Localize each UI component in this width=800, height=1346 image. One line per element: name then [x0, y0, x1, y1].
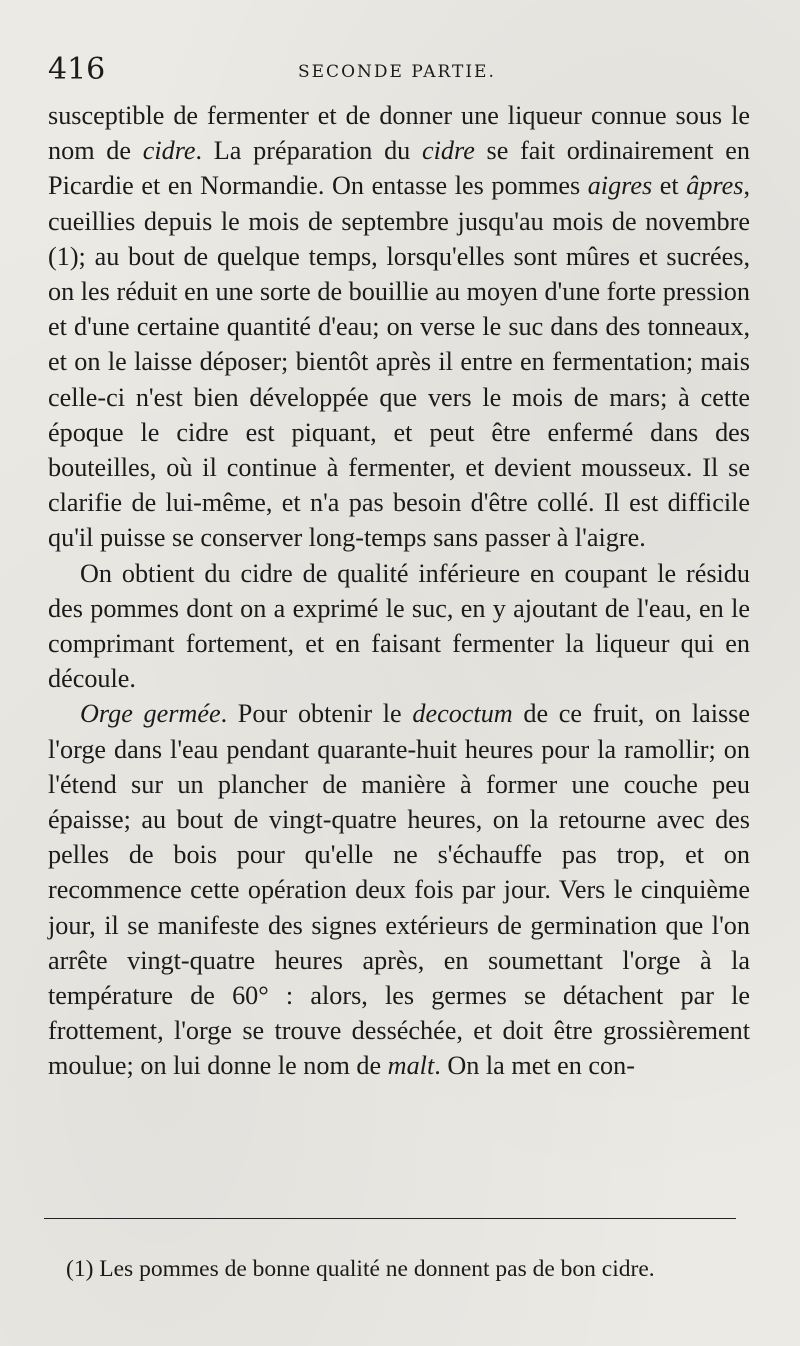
text-run: . Pour obtenir le — [220, 699, 413, 729]
text-run: . On la met en con- — [434, 1051, 635, 1081]
italic-term: aigres — [587, 171, 653, 201]
footnote — [48, 1254, 748, 1284]
page-header — [48, 52, 748, 88]
text-run: se fait ordinairement en Picardie et en Normandie. On entasse les pommes — [48, 136, 751, 201]
italic-term: malt — [387, 1051, 435, 1081]
page-number: 416 — [48, 52, 106, 87]
running-title: SECONDE PARTIE. — [298, 62, 496, 82]
italic-term: decoctum — [412, 699, 513, 729]
text-run: et — [652, 171, 687, 201]
text-run: de ce fruit, on laisse l'orge dans l'eau pendant quarante-huit heures pour la ramollir; on l'étend sur un plancher de manière à former une couche peu épaisse; au bout de vingt-quatre heures, on la retourne avec des pelles de bois pour qu'elle ne s'échauffe pas trop, et on recommence cette opération deux fois par jour. Vers le cinquième jour, il se manifeste des signes extérieurs de germination que l'on arrête vingt-quatre heures après, en soumettant l'orge à la température de 60° : alors, les germes se détachent par le frottement, l'orge se trouve desséchée, et doit être grossièrement moulue; on lui donne le nom de — [48, 699, 750, 1081]
paragraph-orge-germee — [48, 696, 750, 1083]
text-run: . La préparation du — [195, 136, 422, 166]
text-run: susceptible de fermenter et de donner une liqueur connue sous le nom de — [48, 101, 750, 166]
italic-term: âpres — [686, 171, 744, 201]
footnote-text: (1) Les pommes de bonne qualité ne donnent pas de bon cidre. — [66, 1256, 655, 1282]
footnote-divider — [44, 1218, 736, 1219]
main-text — [48, 98, 750, 1084]
paragraph-cidre-inferieur: On obtient du cidre de qualité inférieure en coupant le résidu des pommes dont on a exprimé le suc, en y ajoutant de l'eau, en le comprimant fortement, et en faisant fermenter la liqueur qui en découle. — [48, 558, 750, 694]
italic-term: cidre — [422, 136, 475, 166]
italic-heading: Orge germée — [80, 699, 221, 729]
paragraph-cidre — [48, 98, 750, 556]
italic-term: cidre — [142, 136, 196, 166]
text-run: , cueillies depuis le mois de septembre jusqu'au mois de novembre (1); au bout de quelque temps, lorsqu'elles sont mûres et sucrées, on les réduit en une sorte de bouillie au moyen d'une forte pression et d'une certaine quantité d'eau; on verse le suc dans des tonneaux, et on le laisse déposer; bientôt après il entre en fermentation; mais celle-ci n'est bien développée que vers le mois de mars; à cette époque le cidre est piquant, et peut être enfermé dans des bouteilles, où il continue à fermenter, et devient mousseux. Il se clarifie de lui-même, et n'a pas besoin d'être collé. Il est difficile qu'il puisse se conserver long-temps sans passer à l'aigre. — [48, 171, 750, 553]
